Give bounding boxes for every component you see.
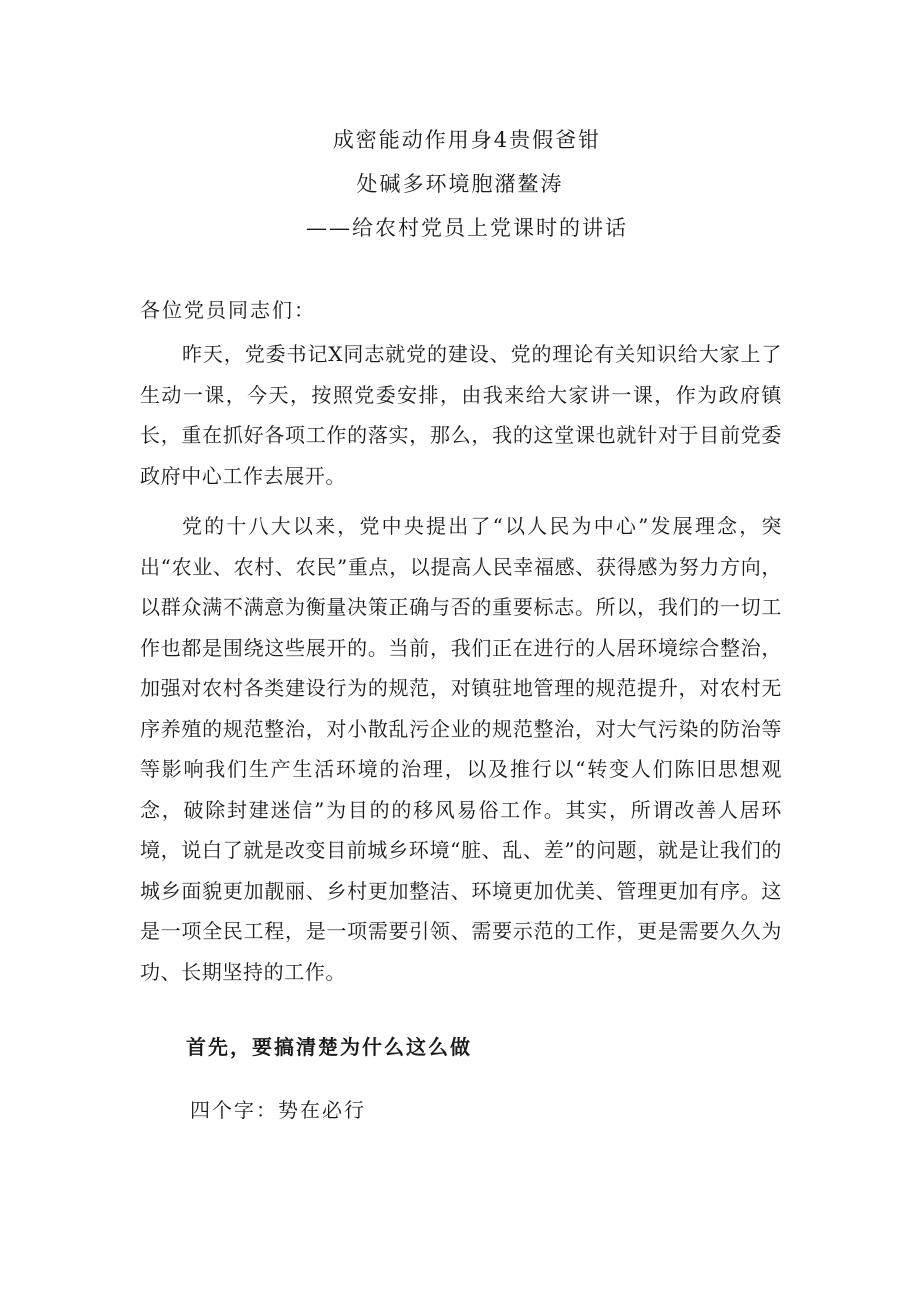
title-line-2: 处碱多环境胞潴鳌涛 xyxy=(356,172,564,196)
subtitle: ——给农村党员上党课时的讲话 xyxy=(306,216,628,240)
body-paragraph-1: 昨天，党委书记X同志就党的建设、党的理论有关知识给大家上了生动一课，今天，按照党委安排，由我来给大家讲一课，作为政府镇长，重在抓好各项工作的落实，那么，我的这堂课也就针对于目前党委政府中心工作去展开。 xyxy=(140,342,782,488)
salutation: 各位党员同志们： xyxy=(140,298,316,322)
title-line-1: 成密能动作用身4贵假爸钳 xyxy=(332,128,602,152)
section-note: 四个字：势在必行 xyxy=(190,1098,366,1122)
document-title xyxy=(0,118,920,250)
body-paragraph-2: 党的十八大以来，党中央提出了“以人民为中心”发展理念，突出“农业、农村、农民”重点，以提高人民幸福感、获得感为努力方向，以群众满不满意为衡量决策正确与否的重要标志。所以，我们的一切工作也都是围绕这些展开的。当前，我们正在进行的人居环境综合整治，加强对农村各类建设行为的规范，对镇驻地管理的规范提升，对农村无序养殖的规范整治，对小散乱污企业的规范整治，对大气污染的防治等等影响我们生产生活环境的治理，以及推行以“转变人们陈旧思想观念，破除封建迷信”为目的的移风易俗工作。其实，所谓改善人居环境，说白了就是改变目前城乡环境“脏、乱、差”的问题，就是让我们的城乡面貌更加靓丽、乡村更加整洁、环境更加优美、管理更加有序。这是一项全民工程，是一项需要引领、需要示范的工作，更是需要久久为功、长期坚持的工作。 xyxy=(140,514,782,984)
section-heading: 首先，要搞清楚为什么这么做 xyxy=(186,1035,472,1059)
